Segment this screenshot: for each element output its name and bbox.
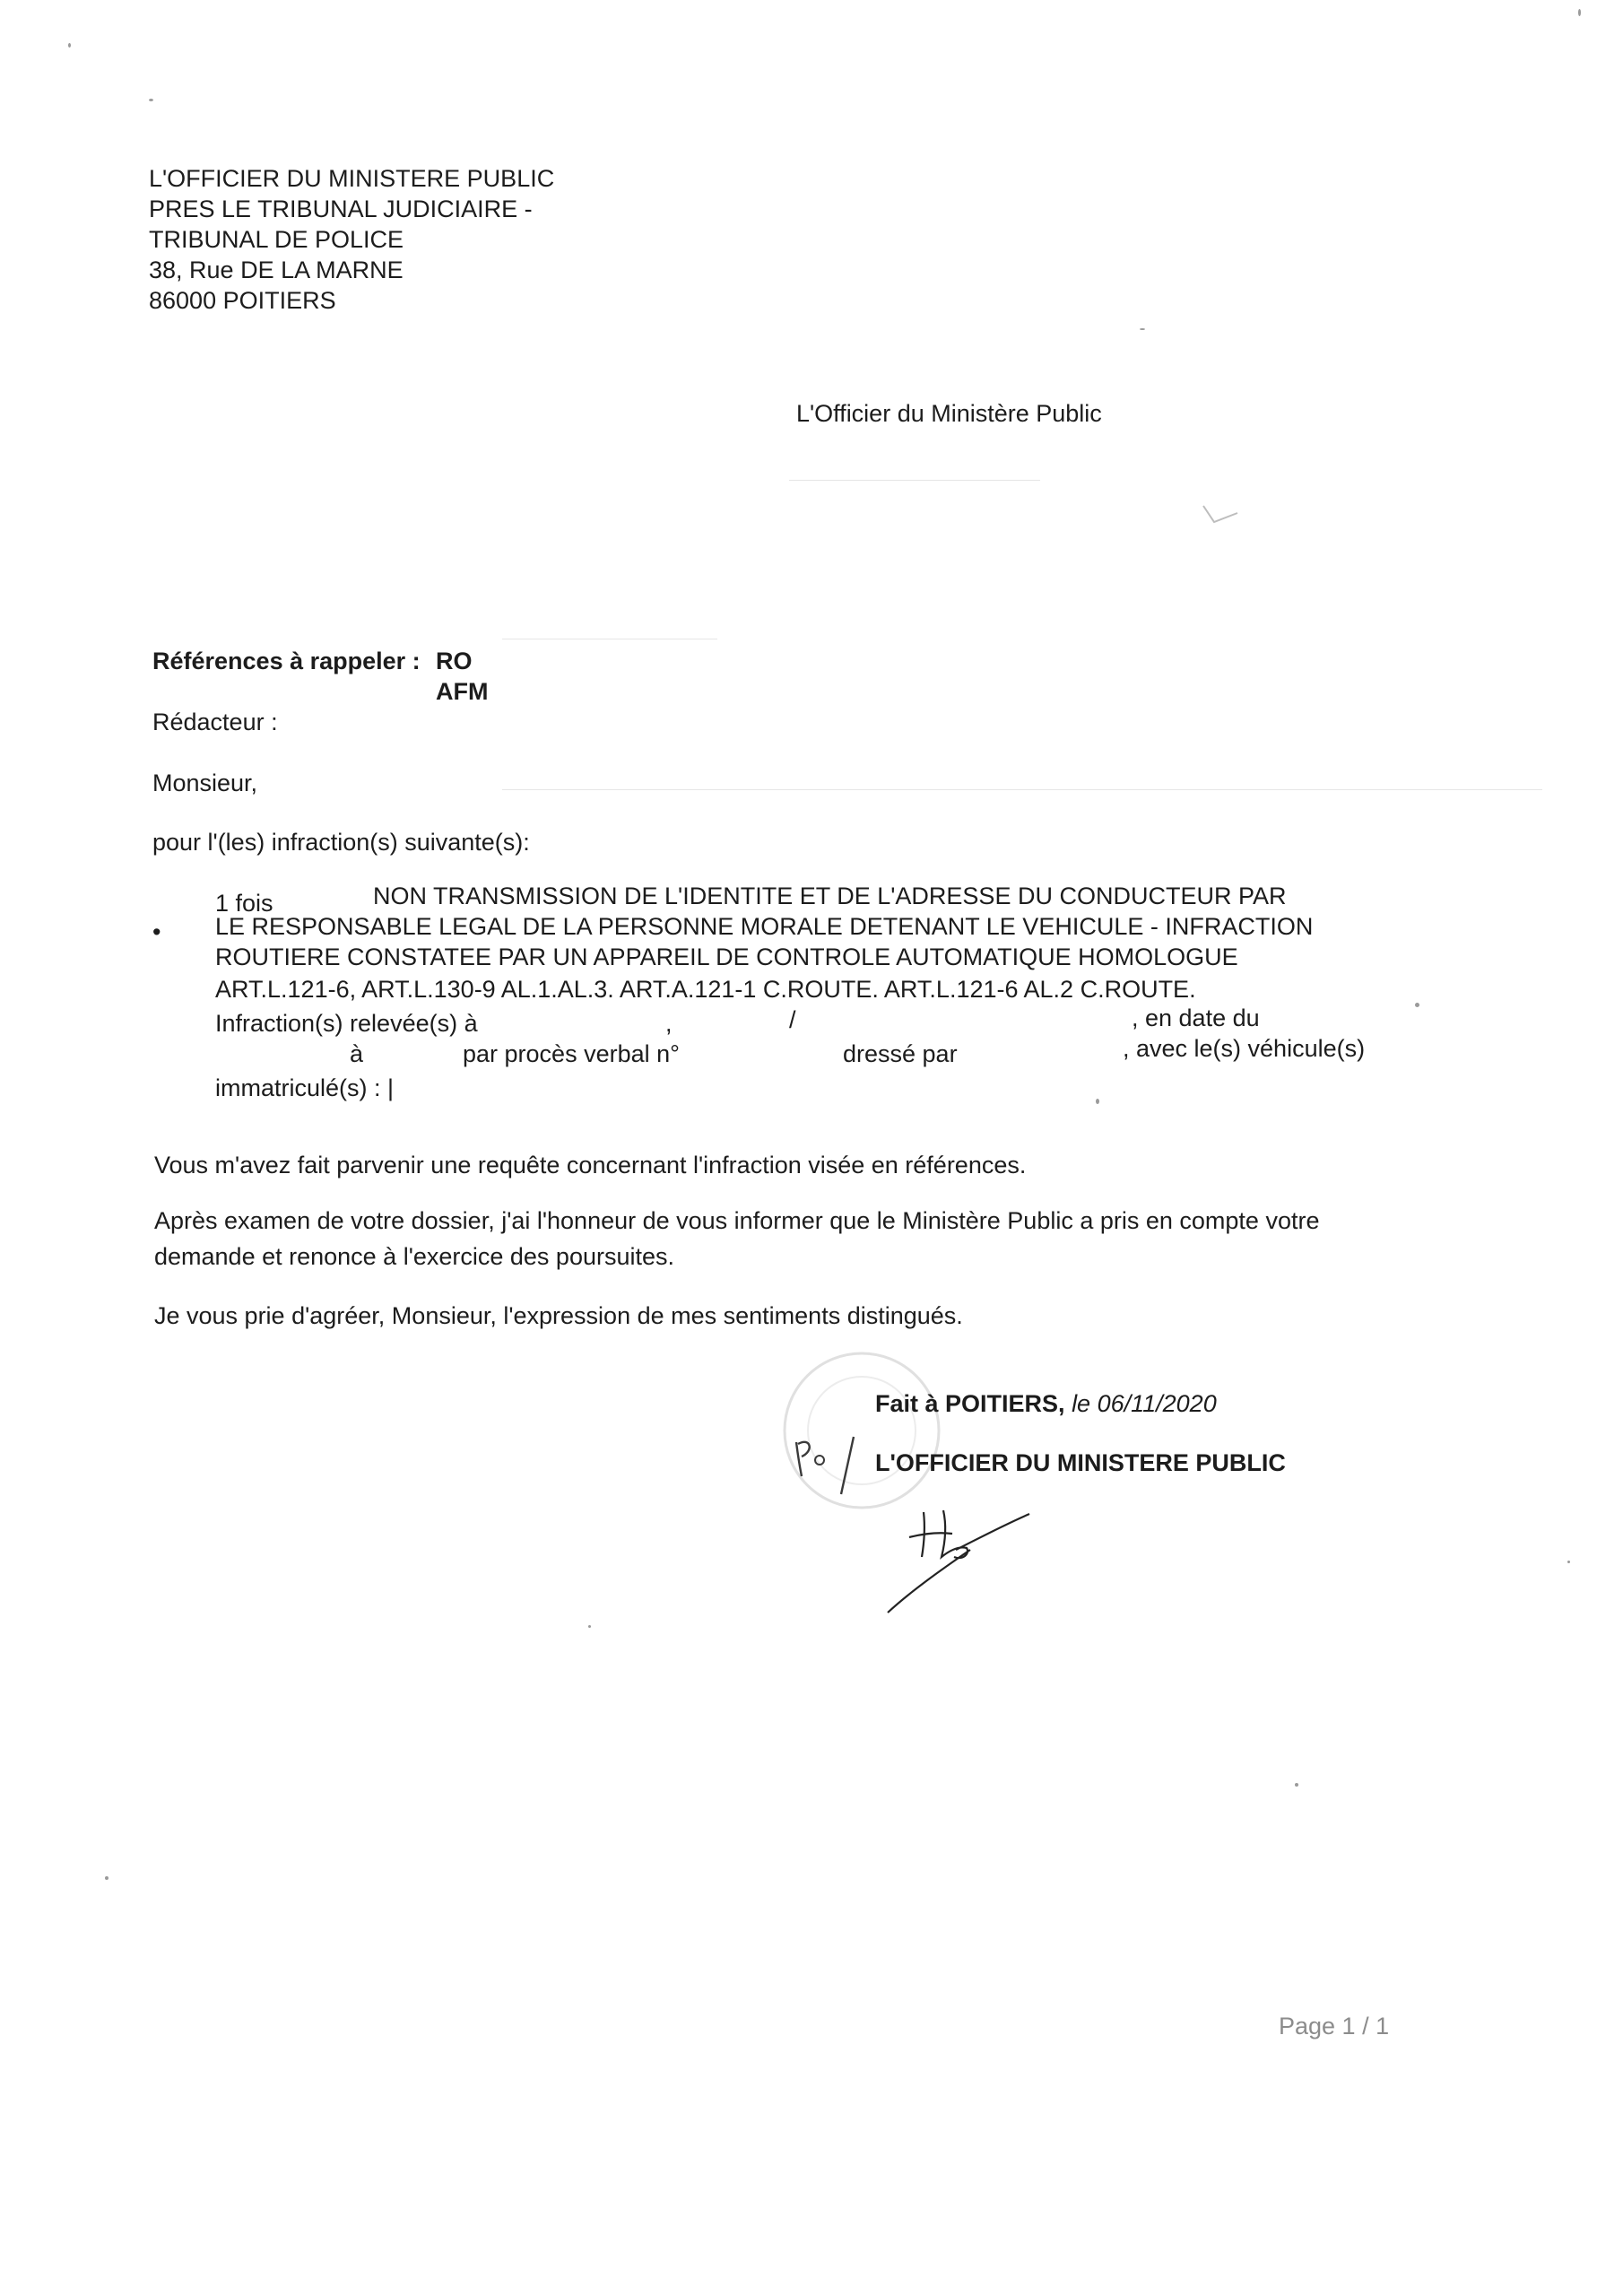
scan-speck <box>68 43 71 48</box>
paragraph-requete: Vous m'avez fait parvenir une requête concernant l'infraction visée en références. <box>154 1152 1027 1178</box>
reference-code-1: RO <box>436 648 473 674</box>
infraction-line-4: ART.L.121-6, ART.L.130-9 AL.1.AL.3. ART.A.121-1 C.ROUTE. ART.L.121-6 AL.2 C.ROUTE. <box>215 976 1196 1003</box>
scan-line <box>502 789 1542 790</box>
scan-speck <box>1096 1099 1099 1104</box>
sender-line-1: L'OFFICIER DU MINISTERE PUBLIC <box>149 165 555 192</box>
fait-a-line <box>875 1388 1217 1419</box>
releve-label: Infraction(s) relevée(s) à <box>215 1010 478 1037</box>
recipient-header: L'Officier du Ministère Public <box>796 400 1102 427</box>
sender-line-4: 38, Rue DE LA MARNE <box>149 257 404 283</box>
en-date-du: , en date du <box>1132 1004 1260 1031</box>
a-label: à <box>350 1040 364 1067</box>
scan-speck <box>1415 1003 1419 1007</box>
sender-line-2: PRES LE TRIBUNAL JUDICIAIRE - <box>149 196 533 222</box>
pen-mark-icon <box>1202 502 1246 529</box>
infraction-line-1: NON TRANSMISSION DE L'IDENTITE ET DE L'ADRESSE DU CONDUCTEUR PAR <box>373 883 1287 909</box>
immatricule-mark: | <box>387 1074 395 1101</box>
handwritten-signature <box>870 1498 1040 1614</box>
sender-line-3: TRIBUNAL DE POLICE <box>149 226 404 253</box>
scan-line <box>789 480 1040 481</box>
salutation: Monsieur, <box>152 770 258 796</box>
paragraph-closing: Je vous prie d'agréer, Monsieur, l'expression de mes sentiments distingués. <box>154 1302 963 1329</box>
infraction-count: 1 fois <box>215 890 273 917</box>
reference-code-2: AFM <box>436 678 489 705</box>
infraction-line-3: ROUTIERE CONSTATEE PAR UN APPAREIL DE CONTROLE AUTOMATIQUE HOMOLOGUE <box>215 944 1238 970</box>
releve-comma: , <box>665 1010 673 1037</box>
scan-speck <box>1567 1561 1570 1563</box>
par-ordre-mark-icon <box>789 1431 879 1503</box>
scan-speck <box>105 1876 108 1880</box>
releve-slash: / <box>789 1006 796 1033</box>
dresse-par-label: dressé par <box>843 1040 958 1067</box>
infractions-intro: pour l'(les) infraction(s) suivante(s): <box>152 829 530 856</box>
redacteur-label: Rédacteur : <box>152 709 278 735</box>
scan-speck <box>1295 1783 1298 1787</box>
references-label: Références à rappeler : <box>152 648 421 674</box>
bullet-mark: • <box>152 918 161 945</box>
proces-verbal-label: par procès verbal n° <box>463 1040 680 1067</box>
sender-line-5: 86000 POITIERS <box>149 287 336 314</box>
immatricule-label <box>215 1073 394 1103</box>
infraction-line-2: LE RESPONSABLE LEGAL DE LA PERSONNE MORALE DETENANT LE VEHICULE - INFRACTION <box>215 913 1314 940</box>
page-number: Page 1 / 1 <box>1279 2013 1390 2039</box>
immatricule-text: immatriculé(s) : <box>215 1074 381 1101</box>
scan-speck <box>1140 328 1145 330</box>
paragraph-examen-line-2: demande et renonce à l'exercice des poursuites. <box>154 1243 674 1270</box>
letter-date: le 06/11/2020 <box>1072 1390 1217 1417</box>
paragraph-examen-line-1: Après examen de votre dossier, j'ai l'honneur de vous informer que le Ministère Public a pris en compte votre <box>154 1207 1320 1234</box>
scan-speck <box>149 99 153 101</box>
scan-speck <box>588 1625 591 1628</box>
fait-a-text: Fait à POITIERS, <box>875 1390 1065 1417</box>
signatory-title: L'OFFICIER DU MINISTERE PUBLIC <box>875 1449 1286 1476</box>
vehicule-label: , avec le(s) véhicule(s) <box>1123 1035 1366 1062</box>
scan-speck <box>1578 9 1581 16</box>
